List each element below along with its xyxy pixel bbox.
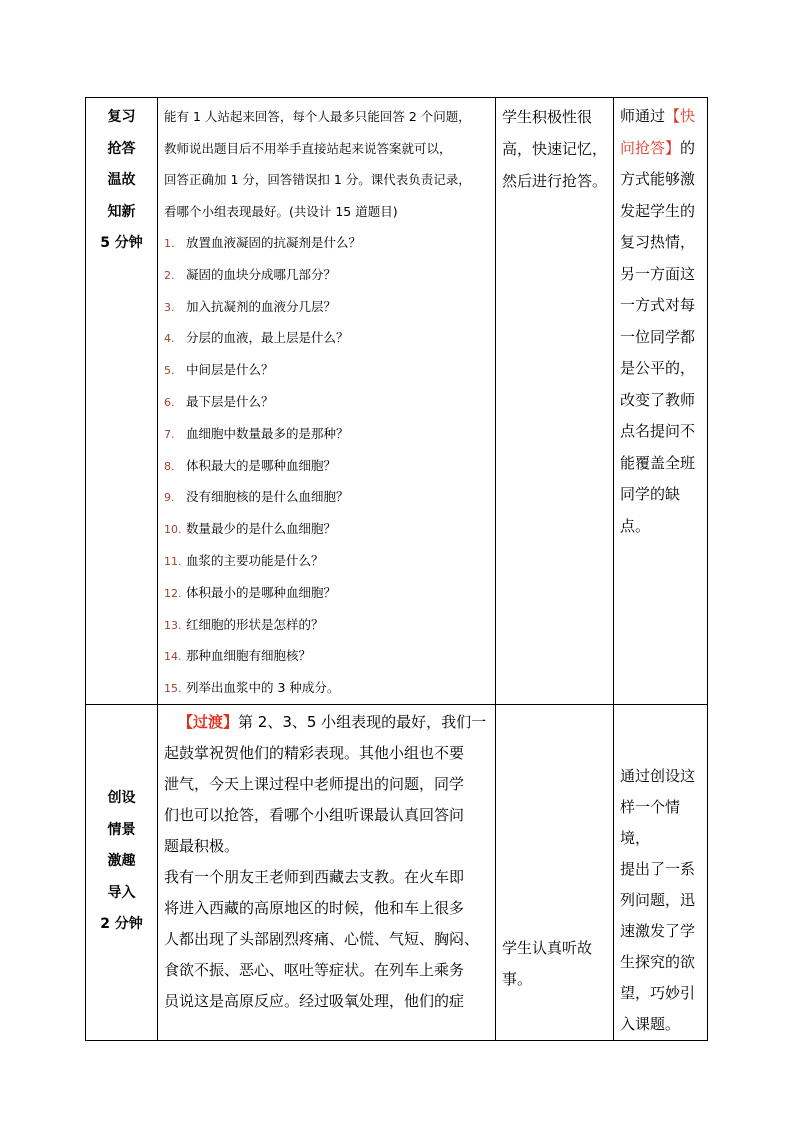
question-text: 体积最大的是哪种血细胞？ — [186, 457, 337, 473]
question-item — [164, 386, 495, 418]
intro-line: 看哪个小组表现最好。(共设计 15 道题目) — [164, 203, 398, 219]
transition-line — [164, 707, 491, 738]
student-line: 然后进行抢答。 — [502, 172, 608, 190]
question-number: 4. — [164, 332, 175, 346]
question-item — [164, 354, 495, 386]
question-number: 10. — [164, 523, 182, 537]
student-activity-cell — [496, 705, 614, 1041]
teacher-text: 的 — [680, 138, 696, 157]
story-line: 人都出现了头部剧烈疼痛、心慌、气短、胸闷、 — [164, 930, 480, 948]
teacher-line: 样一个情境， — [620, 798, 681, 847]
question-item — [164, 513, 495, 545]
table-row — [86, 98, 708, 705]
teacher-line — [620, 133, 705, 165]
teacher-line: 望，巧妙引 — [620, 984, 696, 1002]
lesson-plan-table — [85, 97, 708, 1041]
student-line: 高，快速记忆， — [502, 140, 608, 158]
teacher-line: 点名提问不 — [620, 422, 696, 440]
highlight-text: 问抢答】 — [620, 138, 681, 157]
teacher-line: 改变了教师 — [620, 390, 696, 409]
stage-line: 导入 — [107, 884, 136, 901]
design-intent-cell — [614, 98, 708, 705]
transition-line: 起鼓掌祝贺他们的精彩表现。其他小组也不要 — [164, 744, 465, 762]
stage-line: 激趣 — [107, 853, 136, 869]
question-text: 体积最小的是哪种血细胞？ — [186, 584, 337, 600]
teacher-rest — [620, 164, 705, 542]
content-cell — [158, 98, 496, 705]
teacher-line: 是公平的， — [620, 359, 696, 377]
highlight-text: 【快 — [665, 107, 696, 125]
teacher-line: 生探究的欲 — [620, 953, 696, 971]
intro-text — [158, 98, 495, 227]
transition-label: 【过渡】 — [178, 713, 239, 731]
student-line: 学生认真听故 — [502, 939, 593, 957]
transition-line: 们也可以抢答，看哪个小组听课最认真回答问 — [164, 806, 465, 824]
story-line: 食欲不振、恶心、呕吐等症状。在列车上乘务 — [164, 961, 465, 979]
stage-line: 复习 — [107, 109, 136, 125]
question-list — [158, 227, 495, 704]
teacher-line: 复习热情， — [620, 233, 696, 251]
stage-label — [86, 705, 157, 941]
transition-line: 题最积极。 — [164, 837, 240, 855]
teacher-line — [620, 101, 705, 133]
teacher-line: 方式能够激 — [620, 170, 696, 188]
question-text: 血细胞中数量最多的是那种？ — [186, 425, 349, 441]
question-number: 12. — [164, 586, 182, 600]
question-number: 6. — [164, 395, 175, 409]
student-line: 学生积极性很 — [502, 108, 593, 126]
question-text: 放置血液凝固的抗凝剂是什么？ — [186, 235, 362, 250]
story-line: 将进入西藏的高原地区的时候，他和车上很多 — [164, 899, 465, 917]
question-item — [164, 577, 495, 609]
student-activity-cell — [496, 98, 614, 705]
student-line: 事。 — [502, 970, 533, 988]
question-item — [164, 481, 495, 513]
question-number: 2. — [164, 268, 175, 282]
transition-text: 第 2、3、5 小组表现的最好，我们一 — [238, 713, 487, 731]
question-text: 没有细胞核的是什么血细胞？ — [186, 489, 349, 505]
question-number: 1. — [164, 237, 175, 250]
question-item — [164, 291, 495, 323]
stage-line: 抢答 — [107, 140, 136, 157]
teacher-line: 一方式对每 — [620, 296, 696, 314]
question-text: 凝固的血块分成哪几部分？ — [186, 266, 337, 282]
stage-line: 2 分钟 — [100, 916, 143, 932]
question-number: 3. — [164, 300, 175, 314]
teacher-line: 提出了一系 — [620, 860, 696, 878]
teacher-line: 通过创设这 — [620, 767, 696, 785]
stage-line: 5 分钟 — [100, 235, 143, 251]
stage-label — [86, 98, 157, 260]
question-text: 那种血细胞有细胞核？ — [186, 648, 312, 664]
question-item — [164, 418, 495, 450]
stage-cell — [86, 98, 158, 705]
question-number: 11. — [164, 554, 182, 568]
question-number: 14. — [164, 650, 182, 664]
stage-line: 温故 — [107, 172, 136, 188]
question-number: 15. — [164, 682, 182, 696]
teacher-line: 速激发了学 — [620, 922, 696, 940]
story-line: 员说这是高原反应。经过吸氧处理，他们的症 — [164, 992, 465, 1010]
stage-line: 创设 — [107, 790, 136, 806]
teacher-line: 同学的缺点。 — [620, 485, 681, 535]
question-item — [164, 609, 495, 641]
teacher-text: 师通过 — [620, 107, 666, 125]
design-intent-cell — [614, 705, 708, 1041]
story-line: 我有一个朋友王老师到西藏去支教。在火车即 — [164, 868, 465, 886]
question-number: 8. — [164, 459, 175, 473]
question-text: 最下层是什么？ — [186, 393, 274, 409]
question-text: 中间层是什么？ — [186, 362, 274, 378]
stage-line: 知新 — [107, 203, 136, 220]
teacher-line: 另一方面这 — [620, 264, 696, 283]
teacher-line: 列问题，迅 — [620, 891, 696, 909]
question-number: 5. — [164, 364, 175, 378]
teacher-line: 入课题。 — [620, 1015, 681, 1033]
question-number: 13. — [164, 618, 182, 632]
intro-line: 教师说出题目后不用举手直接站起来说答案就可以， — [164, 140, 452, 156]
question-text: 加入抗凝剂的血液分几层？ — [186, 298, 337, 314]
content-cell — [158, 705, 496, 1041]
teacher-line: 能覆盖全班 — [620, 453, 696, 472]
question-item — [164, 450, 495, 482]
question-text: 数量最少的是什么血细胞？ — [186, 521, 337, 537]
table-row — [86, 705, 708, 1041]
question-item — [164, 640, 495, 672]
intro-line: 回答正确加 1 分，回答错误扣 1 分。课代表负责记录， — [164, 172, 471, 187]
question-text: 分层的血液，最上层是什么？ — [186, 330, 349, 346]
transition-line: 泄气，今天上课过程中老师提出的问题，同学 — [164, 775, 465, 793]
question-item — [164, 259, 495, 291]
question-number: 9. — [164, 491, 175, 505]
teacher-line: 一位同学都 — [620, 327, 696, 346]
question-item — [164, 322, 495, 354]
question-item — [164, 545, 495, 577]
question-item — [164, 672, 495, 704]
teacher-line: 发起学生的 — [620, 201, 696, 220]
stage-cell — [86, 705, 158, 1041]
question-text: 列举出血浆中的 3 种成分。 — [186, 680, 340, 696]
question-number: 7. — [164, 427, 175, 441]
question-item — [164, 227, 495, 259]
stage-line: 情景 — [107, 821, 136, 838]
question-text: 红细胞的形状是怎样的？ — [186, 616, 324, 632]
intro-line: 能有 1 人站起来回答，每个人最多只能回答 2 个问题， — [164, 109, 471, 124]
question-text: 血浆的主要功能是什么？ — [186, 552, 324, 568]
